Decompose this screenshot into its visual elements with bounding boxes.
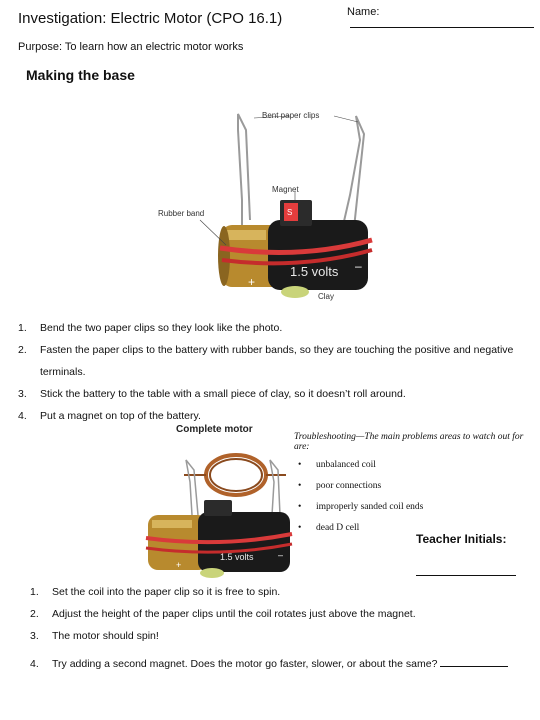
magnet-label: Magnet (272, 185, 299, 194)
battery-voltage-label: 1.5 volts (290, 264, 339, 279)
list-item: 4. Try adding a second magnet. Does the motor go faster, slower, or about the same? (30, 653, 530, 675)
list-item: 3. Stick the battery to the table with a small piece of clay, so it doesn’t roll around. (18, 388, 406, 400)
list-item: • poor connections (294, 481, 524, 502)
list-item: 1. Set the coil into the paper clip so it is free to spin. (30, 586, 281, 598)
paper-clip-right (342, 116, 364, 230)
base-steps-list (18, 317, 523, 427)
section-heading: Making the base (26, 67, 135, 83)
copper-coil (206, 455, 266, 495)
paper-clip-left (238, 114, 250, 225)
battery-base-figure (150, 100, 390, 305)
motor-steps-list (30, 581, 530, 675)
motor-voltage-label: 1.5 volts (220, 552, 254, 562)
svg-text:+: + (176, 560, 182, 570)
teacher-initials-label: Teacher Initials: (416, 532, 507, 546)
motor-magnet (204, 500, 232, 516)
svg-text:–: – (278, 550, 284, 560)
battery-minus-sign: – (355, 259, 362, 273)
page-title: Investigation: Electric Motor (CPO 16.1) (18, 10, 283, 27)
teacher-initials-line[interactable] (416, 575, 516, 576)
list-item: • unbalanced coil (294, 460, 524, 481)
rubber-band-label: Rubber band (158, 209, 205, 218)
purpose-text: Purpose: To learn how an electric motor works (18, 41, 244, 53)
complete-motor-title: Complete motor (176, 424, 253, 435)
clips-label: Bent paper clips (262, 111, 320, 120)
list-item: 4. Put a magnet on top of the battery. (18, 410, 201, 422)
list-item: • improperly sanded coil ends (294, 502, 524, 523)
list-item: 1. Bend the two paper clips so they look like the photo. (18, 322, 283, 334)
clay-label: Clay (318, 292, 335, 301)
clay-blob (281, 286, 309, 298)
answer-blank-line[interactable] (440, 657, 508, 667)
list-item: 3. The motor should spin! (30, 630, 159, 642)
troubleshooting-box (294, 432, 524, 544)
name-blank-line[interactable] (350, 18, 534, 28)
name-field (347, 6, 540, 31)
complete-motor-figure (140, 420, 300, 580)
list-item: • dead D cell (294, 523, 524, 544)
troubleshooting-heading: Troubleshooting—The main problems areas to watch out for are: (294, 432, 524, 452)
list-item: 2. Fasten the paper clips to the battery with rubber bands, so they are touching the positive and negative terminals. (18, 344, 514, 378)
list-item: 2. Adjust the height of the paper clips until the coil rotates just above the magnet. (30, 608, 416, 620)
magnet-pole-mark: S (287, 208, 293, 217)
name-label: Name: (347, 6, 380, 18)
battery-plus-sign: + (248, 275, 256, 289)
